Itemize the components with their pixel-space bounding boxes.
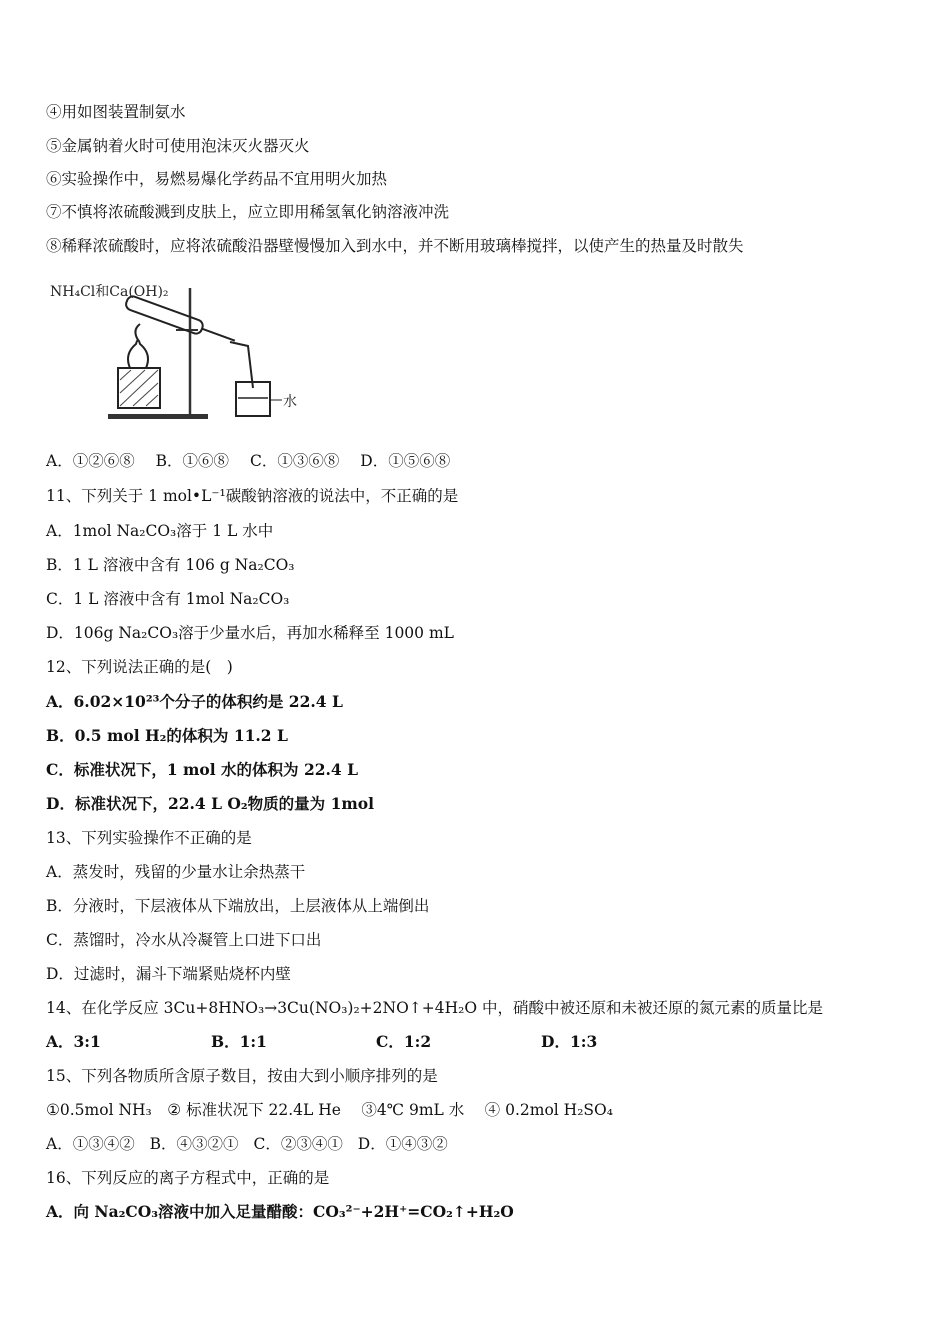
q12-option-c[interactable]: C．标准状况下，1 mol 水的体积为 22.4 L xyxy=(46,760,358,779)
q14-option-b[interactable]: B．1:1 xyxy=(211,1032,267,1051)
q15-option-d[interactable]: D．①④③② xyxy=(357,1135,448,1153)
q11-stem: 11、下列关于 1 mol•L⁻¹碳酸钠溶液的说法中，不正确的是 xyxy=(46,487,459,505)
q10-option-c[interactable]: C．①③⑥⑧ xyxy=(249,452,340,470)
q15-options xyxy=(46,1134,448,1154)
q15-option-a[interactable]: A．①③④② xyxy=(46,1135,135,1153)
q10-options xyxy=(46,451,450,471)
q14-option-c[interactable]: C．1:2 xyxy=(376,1032,432,1051)
q13-option-b[interactable]: B．分液时，下层液体从下端放出，上层液体从上端倒出 xyxy=(46,897,430,915)
statement-8: ⑧稀释浓硫酸时，应将浓硫酸沿器壁慢慢加入到水中，并不断用玻璃棒搅拌，以使产生的热量及时散失 xyxy=(46,237,744,255)
q14-option-d[interactable]: D．1:3 xyxy=(541,1032,598,1051)
q14-option-a[interactable]: A．3:1 xyxy=(46,1032,101,1051)
q14-options xyxy=(46,1032,597,1052)
q13-option-a[interactable]: A．蒸发时，残留的少量水让余热蒸干 xyxy=(46,863,306,881)
q16-stem: 16、下列反应的离子方程式中，正确的是 xyxy=(46,1169,330,1187)
q15-stem: 15、下列各物质所含原子数目，按由大到小顺序排列的是 xyxy=(46,1067,438,1085)
q11-option-b[interactable]: B．1 L 溶液中含有 106 g Na₂CO₃ xyxy=(46,556,295,574)
q10-option-d[interactable]: D．①⑤⑥⑧ xyxy=(360,452,451,470)
water-label: 水 xyxy=(283,394,297,410)
statement-7: ⑦不慎将浓硫酸溅到皮肤上，应立即用稀氢氧化钠溶液冲洗 xyxy=(46,203,450,221)
q12-option-b[interactable]: B．0.5 mol H₂的体积为 11.2 L xyxy=(46,726,288,745)
q15-option-b[interactable]: B．④③②① xyxy=(149,1135,239,1153)
q13-option-d[interactable]: D．过滤时，漏斗下端紧贴烧杯内壁 xyxy=(46,965,291,983)
q13-stem: 13、下列实验操作不正确的是 xyxy=(46,829,252,847)
q10-option-a[interactable]: A．①②⑥⑧ xyxy=(46,452,135,470)
q11-option-c[interactable]: C．1 L 溶液中含有 1mol Na₂CO₃ xyxy=(46,590,290,608)
q15-option-c[interactable]: C．②③④① xyxy=(253,1135,343,1153)
ammonia-apparatus-figure xyxy=(48,278,308,428)
q12-option-a[interactable]: A．6.02×10²³个分子的体积约是 22.4 L xyxy=(46,692,343,711)
q14-stem: 14、在化学反应 3Cu+8HNO₃→3Cu(NO₃)₂+2NO↑+4H₂O 中，硝酸中被还原和未被还原的氮元素的质量比是 xyxy=(46,999,824,1017)
q13-option-c[interactable]: C．蒸馏时，冷水从冷凝管上口进下口出 xyxy=(46,931,322,949)
q10-option-b[interactable]: B．①⑥⑧ xyxy=(155,452,230,470)
reagent-label: NH₄Cl和Ca(OH)₂ xyxy=(50,284,169,300)
statement-6: ⑥实验操作中，易燃易爆化学药品不宜用明火加热 xyxy=(46,170,388,188)
q15-items: ①0.5mol NH₃ ② 标准状况下 22.4L He ③4℃ 9mL 水 ④ 0.2mol H₂SO₄ xyxy=(46,1101,613,1119)
q12-stem: 12、下列说法正确的是( ) xyxy=(46,658,233,676)
statement-5: ⑤金属钠着火时可使用泡沫灭火器灭火 xyxy=(46,137,310,155)
q11-option-d[interactable]: D．106g Na₂CO₃溶于少量水后，再加水稀释至 1000 mL xyxy=(46,624,454,642)
q16-option-a[interactable]: A．向 Na₂CO₃溶液中加入足量醋酸：CO₃²⁻+2H⁺=CO₂↑+H₂O xyxy=(46,1202,514,1221)
q11-option-a[interactable]: A．1mol Na₂CO₃溶于 1 L 水中 xyxy=(46,522,274,540)
statement-4: ④用如图装置制氨水 xyxy=(46,103,186,121)
q12-option-d[interactable]: D．标准状况下，22.4 L O₂物质的量为 1mol xyxy=(46,794,374,813)
